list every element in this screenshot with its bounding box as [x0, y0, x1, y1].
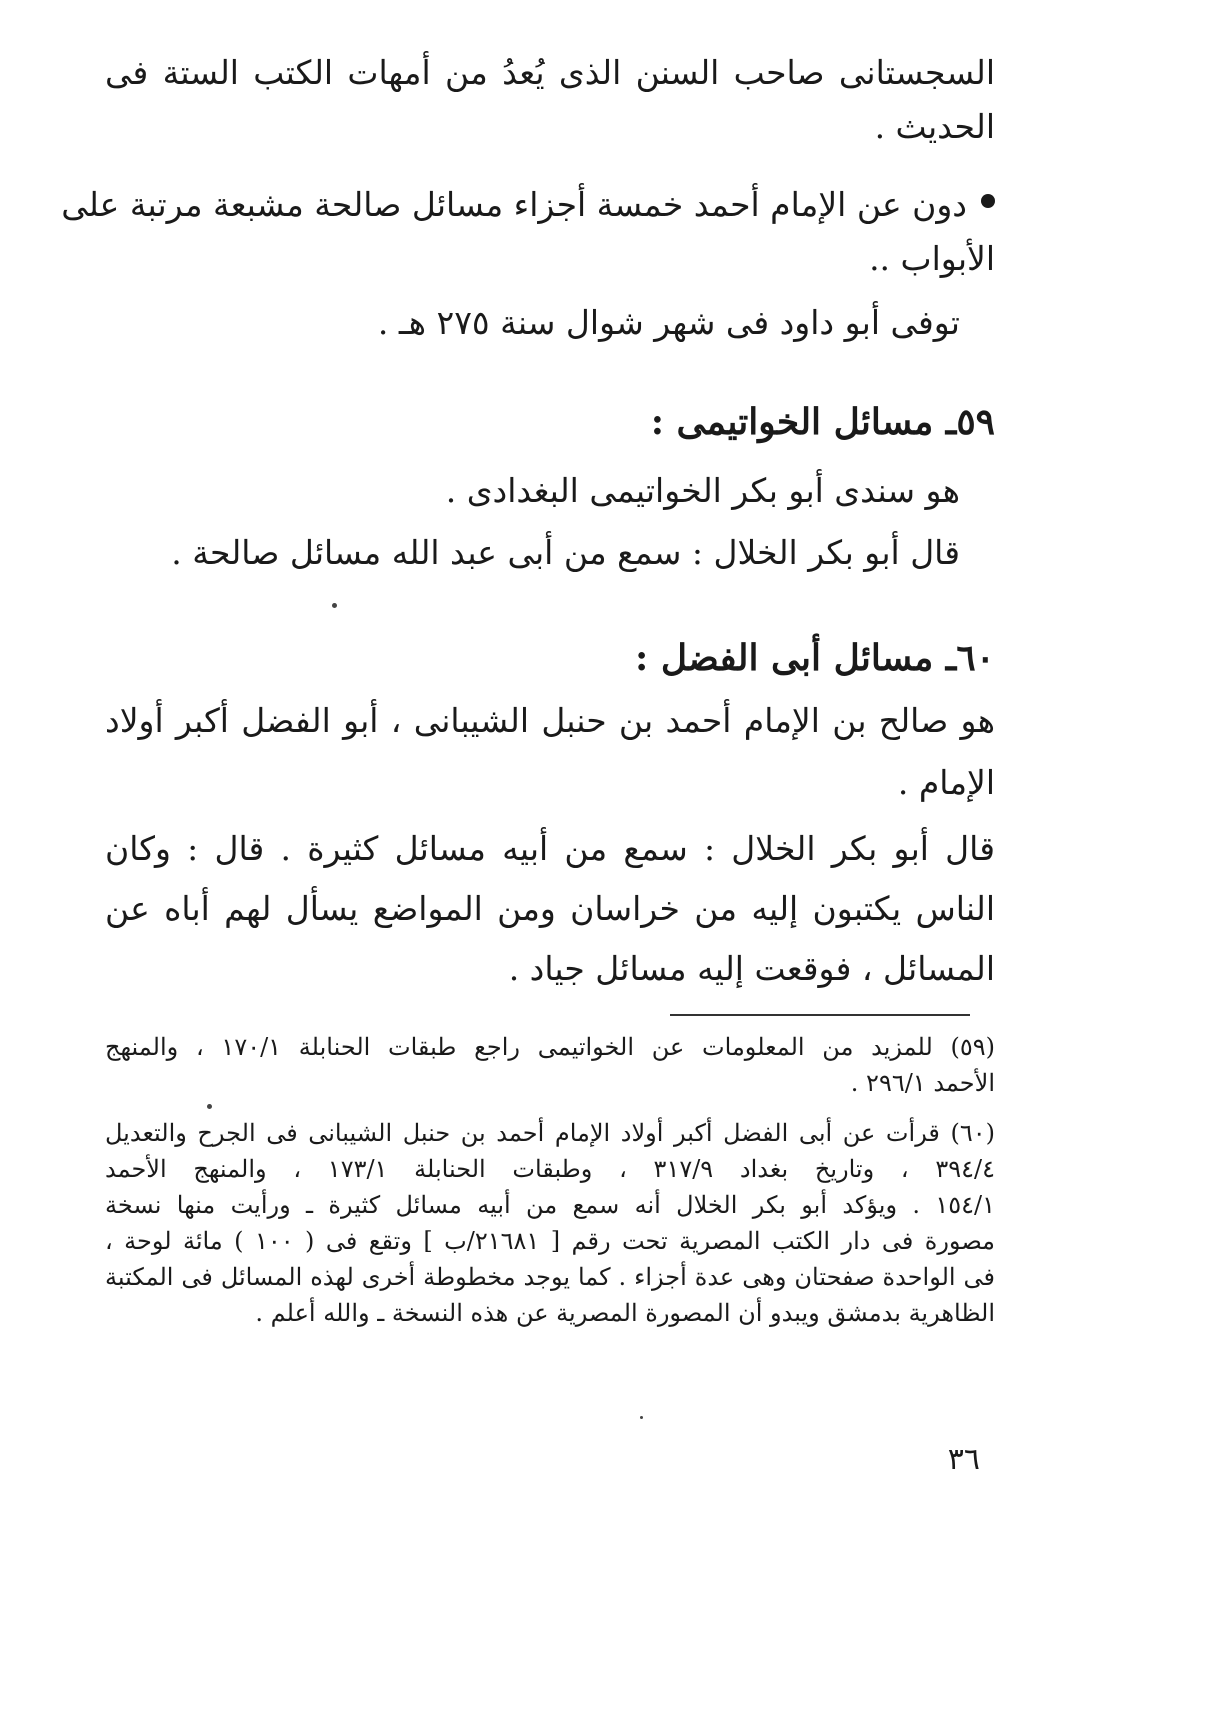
section-60-heading: ٦٠ـ مسائل أبى الفضل :	[635, 637, 995, 679]
body-line-2: الحديث .	[874, 107, 995, 146]
body-line-3	[61, 180, 995, 230]
section-59-heading: ٥٩ـ مسائل الخواتيمى :	[650, 401, 995, 443]
scan-speck	[207, 1104, 212, 1109]
section-60-line-4: الناس يكتبون إليه من خراسان ومن المواضع يسأل لهم أباه عن	[105, 889, 995, 928]
footnote-60-line-5: فى الواحدة صفحتان وهى عدة أجزاء . كما يوجد مخطوطة أخرى لهذه المسائل فى المكتبة	[105, 1263, 995, 1291]
footnote-60-line-2: ٣٩٤/٤ ، وتاريخ بغداد ٣١٧/٩ ، وطبقات الحنابلة ١٧٣/١ ، والمنهج الأحمد	[105, 1155, 995, 1183]
page-number: ٣٦	[947, 1442, 980, 1477]
scan-speck	[332, 603, 337, 608]
section-59-line-1: هو سندى أبو بكر الخواتيمى البغدادى .	[445, 471, 960, 510]
footnote-59-line-2: الأحمد ٢٩٦/١ .	[850, 1069, 995, 1097]
body-line-4: الأبواب ..	[869, 239, 995, 278]
section-60-line-1: هو صالح بن الإمام أحمد بن حنبل الشيبانى ، أبو الفضل أكبر أولاد	[105, 701, 995, 740]
scan-speck	[640, 1416, 643, 1419]
body-line-5: توفى أبو داود فى شهر شوال سنة ٢٧٥ هـ .	[377, 303, 960, 342]
bullet-icon	[981, 194, 995, 208]
section-59-line-2: قال أبو بكر الخلال : سمع من أبى عبد الله مسائل صالحة .	[171, 533, 960, 572]
footnote-59-line-1: (٥٩) للمزيد من المعلومات عن الخواتيمى راجع طبقات الحنابلة ١٧٠/١ ، والمنهج	[105, 1033, 996, 1061]
body-line-1: السجستانى صاحب السنن الذى يُعدُ من أمهات الكتب الستة فى	[105, 53, 995, 92]
footnote-60-line-6: الظاهرية بدمشق ويبدو أن المصورة المصرية عن هذه النسخة ـ والله أعلم .	[255, 1299, 995, 1327]
footnote-60-line-3: ١٥٤/١ . ويؤكد أبو بكر الخلال أنه سمع من أبيه مسائل كثيرة ـ ورأيت منها نسخة	[105, 1191, 995, 1219]
footnote-60-line-1: (٦٠) قرأت عن أبى الفضل أكبر أولاد الإمام أحمد بن حنبل الشيبانى فى الجرح والتعديل	[105, 1119, 995, 1147]
footnote-separator	[670, 1014, 970, 1016]
section-60-line-5: المسائل ، فوقعت إليه مسائل جياد .	[508, 949, 995, 988]
footnote-60-line-4: مصورة فى دار الكتب المصرية تحت رقم [ ٢١٦٨١/ب ] وتقع فى ( ١٠٠ ) مائة لوحة ،	[105, 1227, 995, 1255]
body-line-3-text: دون عن الإمام أحمد خمسة أجزاء مسائل صالحة مشبعة مرتبة على	[61, 185, 967, 224]
section-60-line-2: الإمام .	[897, 763, 995, 802]
section-60-line-3: قال أبو بكر الخلال : سمع من أبيه مسائل كثيرة . قال : وكان	[105, 829, 995, 868]
